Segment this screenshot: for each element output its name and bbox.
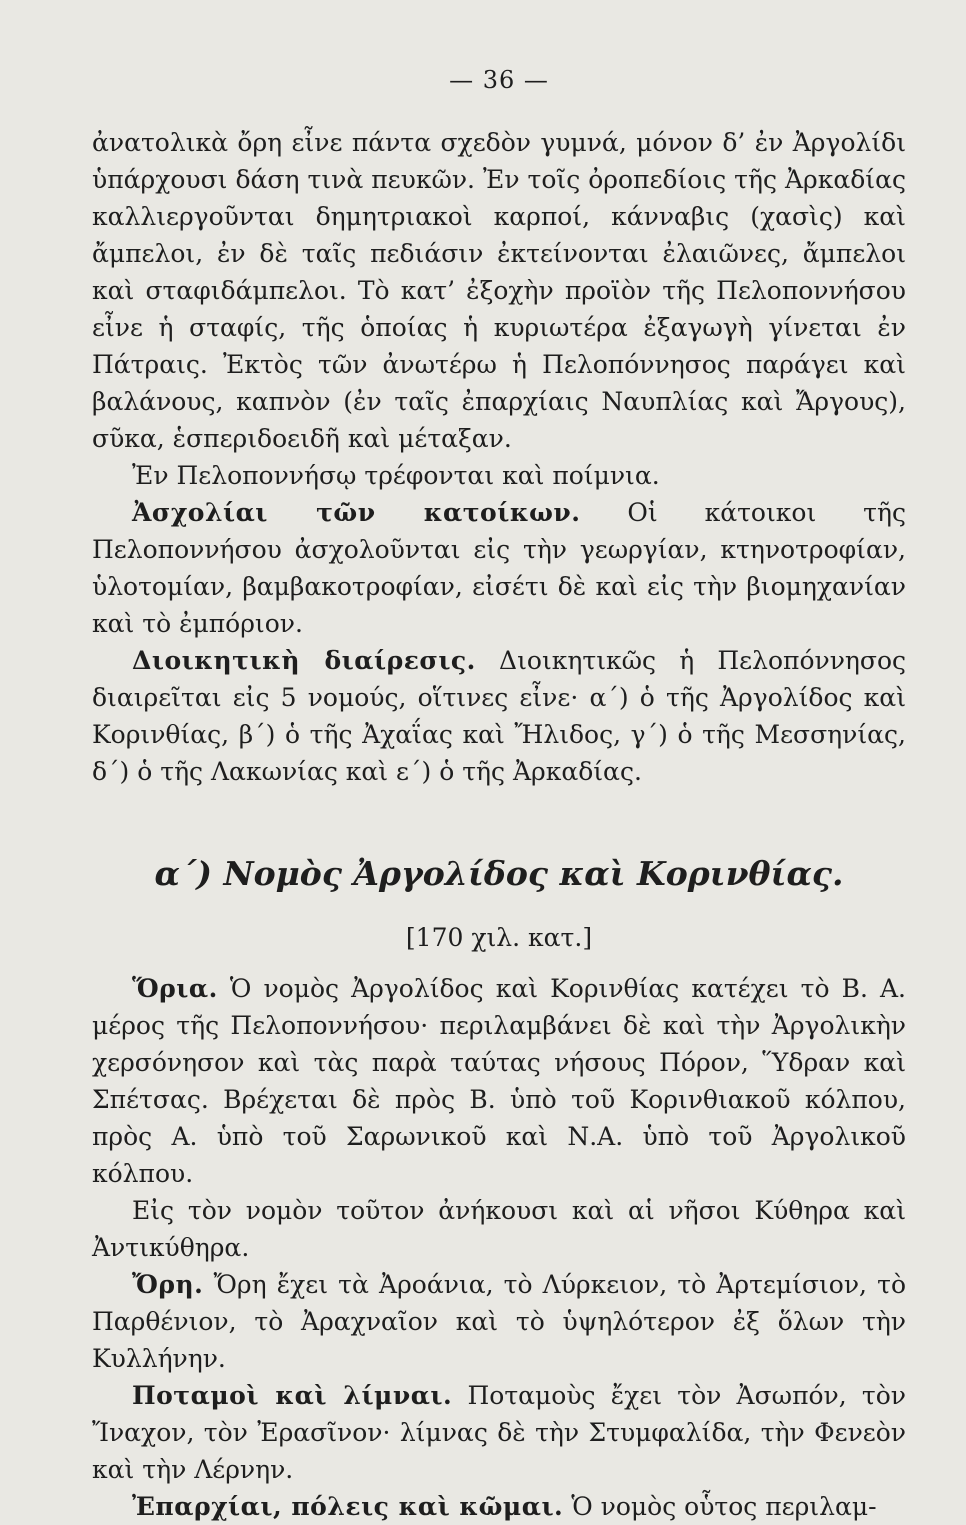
paragraph-lead: Ὅρια. xyxy=(132,974,218,1003)
page-number: — 36 — xyxy=(449,66,549,94)
paragraph-occupations xyxy=(92,494,906,642)
paragraph-text: Οἱ κάτοικοι τῆς Πελοποννήσου ἀσχολοῦνται εἰς τὴν γεωργίαν, κτηνοτροφίαν, ὑλοτομίαν, βαμβακοτροφίαν, εἰσέτι δὲ καὶ εἰς τὴν βιομηχανίαν καὶ τὸ ἐμπόριον. xyxy=(92,498,906,638)
paragraph-text: ἀνατολικὰ ὄρη εἶνε πάντα σχεδὸν γυμνά, μόνον δ’ ἐν Ἀργολίδι ὑπάρχουσι δάση τινὰ πευκῶν. Ἐν τοῖς ὀροπεδίοις τῆς Ἀρκαδίας καλλιεργοῦνται δημητριακοὶ καρποί, κάνναβις (χασὶς) καὶ ἄμπελοι, ἐν δὲ ταῖς πεδιάσιν ἐκτείνονται ἐλαιῶνες, ἄμπελοι καὶ σταφιδάμπελοι. Τὸ κατ’ ἐξοχὴν προϊὸν τῆς Πελοποννήσου εἶνε ἡ σταφίς, τῆς ὁποίας ἡ κυριωτέρα ἐξαγωγὴ γίνεται ἐν Πάτραις. Ἐκτὸς τῶν ἀνωτέρω ἡ Πελοπόννησος παράγει καὶ βαλάνους, καπνὸν (ἐν ταῖς ἐπαρχίαις Ναυπλίας καὶ Ἄργους), σῦκα, ἑσπεριδοειδῆ καὶ μέταξαν. xyxy=(92,128,906,453)
paragraph-lead: Διοικητικὴ διαίρεσις. xyxy=(132,646,476,675)
paragraph-lead: Ἐπαρχίαι, πόλεις καὶ κῶμαι. xyxy=(132,1492,564,1521)
paragraph-provinces xyxy=(92,1488,906,1525)
paragraph-text: Εἰς τὸν νομὸν τοῦτον ἀνήκουσι καὶ αἱ νῆσοι Κύθηρα καὶ Ἀντικύθηρα. xyxy=(92,1196,906,1262)
paragraph-islands xyxy=(92,1192,906,1266)
paragraph-lead: Ἀσχολίαι τῶν κατοίκων. xyxy=(132,498,581,527)
paragraph-lead: Ὄρη. xyxy=(132,1270,204,1299)
paragraph-rivers-lakes xyxy=(92,1377,906,1488)
top-text-block xyxy=(92,124,906,790)
paragraph-text: Ποταμοὺς ἔχει τὸν Ἀσωπόν, τὸν Ἴναχον, τὸν Ἐρασῖνον· λίμνας δὲ τὴν Στυμφαλίδα, τὴν Φενεὸν καὶ τὴν Λέρνην. xyxy=(92,1381,906,1484)
paragraph-text: Ὄρη ἔχει τὰ Ἀροάνια, τὸ Λύρκειον, τὸ Ἀρτεμίσιον, τὸ Παρθένιον, τὸ Ἀραχναῖον καὶ τὸ ὑψηλότερον ἐξ ὅλων τὴν Κυλλήνην. xyxy=(92,1270,906,1373)
paragraph-vegetation xyxy=(92,124,906,457)
paragraph-text: Ἐν Πελοποννήσῳ τρέφονται καὶ ποίμνια. xyxy=(132,461,660,490)
section-area: [170 χιλ. κατ.] xyxy=(405,923,593,952)
paragraph-borders xyxy=(92,970,906,1192)
paragraph-mountains xyxy=(92,1266,906,1377)
paragraph-lead: Ποταμοὶ καὶ λίμναι. xyxy=(132,1381,453,1410)
paragraph-livestock xyxy=(92,457,906,494)
paragraph-administrative-division xyxy=(92,642,906,790)
section-title: α΄) Νομὸς Ἀργολίδος καὶ Κορινθίας. xyxy=(154,854,844,893)
paragraph-text: Ὁ νομὸς Ἀργολίδος καὶ Κορινθίας κατέχει τὸ Β. Α. μέρος τῆς Πελοποννήσου· περιλαμβάνει δὲ καὶ τὴν Ἀργολικὴν χερσόνησον καὶ τὰς παρὰ ταύτας νήσους Πόρον, Ὕδραν καὶ Σπέτσας. Βρέχεται δὲ πρὸς Β. ὑπὸ τοῦ Κορινθιακοῦ κόλπου, πρὸς Α. ὑπὸ τοῦ Σαρωνικοῦ καὶ Ν.Α. ὑπὸ τοῦ Ἀργολικοῦ κόλπου. xyxy=(92,974,906,1188)
bottom-text-block xyxy=(92,970,906,1525)
paragraph-text: Διοικητικῶς ἡ Πελοπόννησος διαιρεῖται εἰς 5 νομούς, οἵτινες εἶνε· α΄) ὁ τῆς Ἀργολίδος καὶ Κορινθίας, β΄) ὁ τῆς Ἀχαΐας καὶ Ἤλιδος, γ΄) ὁ τῆς Μεσσηνίας, δ΄) ὁ τῆς Λακωνίας καὶ ε΄) ὁ τῆς Ἀρκαδίας. xyxy=(92,646,906,786)
paragraph-text: Ὁ νομὸς οὗτος περιλαμ- xyxy=(563,1492,877,1521)
